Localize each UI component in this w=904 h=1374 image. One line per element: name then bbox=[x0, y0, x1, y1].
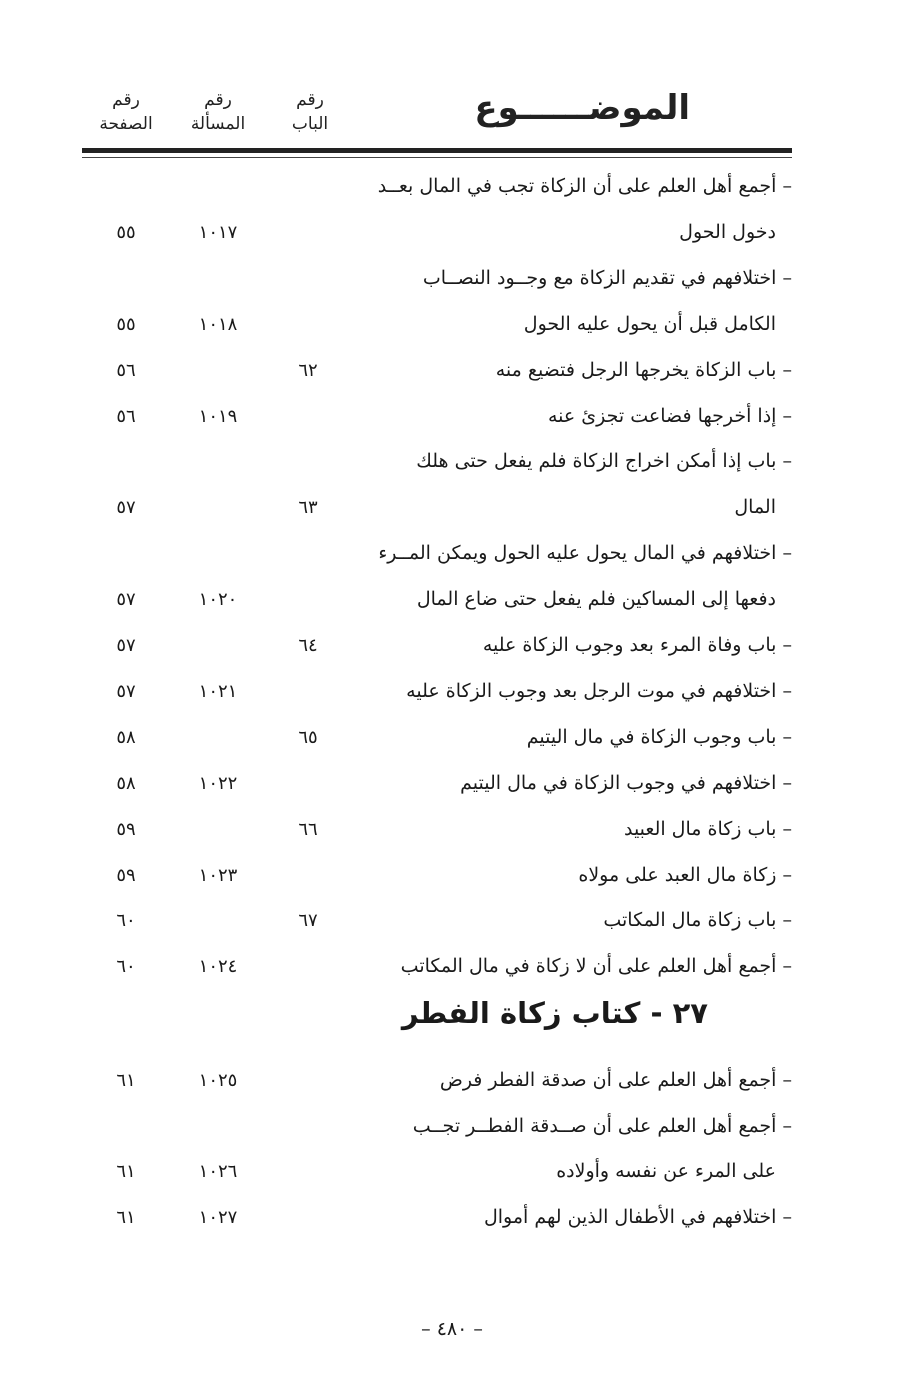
bab-number: ٦٧ bbox=[298, 910, 318, 932]
masala-number: ١٠٢٧ bbox=[198, 1206, 238, 1228]
topic-text: – باب الزكاة يخرجها الرجل فتضيع منه bbox=[495, 358, 792, 381]
page-number-cell: ٥٩ bbox=[116, 864, 136, 886]
page-number-cell: ٦١ bbox=[116, 1161, 136, 1182]
topic-text: – اختلافهم في المال يحول عليه الحول ويمكن المــرء bbox=[378, 542, 792, 565]
masala-number: ١٠٢٢ bbox=[198, 772, 238, 794]
topic-text: – زكاة مال العبد على مولاه bbox=[578, 863, 792, 886]
topic-text: – أجمع أهل العلم على أن لا زكاة في مال المكاتب bbox=[400, 955, 792, 978]
index-row bbox=[0, 1195, 904, 1241]
topic-text: – باب وفاة المرء بعد وجوب الزكاة عليه bbox=[482, 634, 792, 656]
topic-text: دفعها إلى المساكين فلم يفعل حتى ضاع المال bbox=[416, 588, 776, 611]
bab-column-header: رقم الباب bbox=[291, 90, 329, 134]
index-row bbox=[0, 394, 904, 440]
page-number-cell: ٥٩ bbox=[116, 818, 136, 840]
index-row bbox=[0, 944, 904, 990]
index-row bbox=[0, 761, 904, 807]
page-number-cell: ٥٥ bbox=[116, 221, 136, 243]
index-row bbox=[0, 1058, 904, 1104]
topic-text: – اختلافهم في وجوب الزكاة في مال اليتيم bbox=[460, 771, 792, 794]
topic-text: الكامل قبل أن يحول عليه الحول bbox=[523, 312, 776, 335]
topic-text: دخول الحول bbox=[679, 220, 776, 243]
topic-column-header: الموضــــــوع bbox=[474, 88, 690, 128]
page-number-cell: ٥٧ bbox=[116, 589, 136, 611]
bab-number: ٦٣ bbox=[298, 497, 318, 519]
index-row bbox=[0, 577, 904, 623]
topic-text: – باب زكاة مال المكاتب bbox=[603, 909, 792, 932]
page-number-cell: ٦١ bbox=[116, 1206, 136, 1228]
index-row bbox=[0, 669, 904, 715]
topic-text: المال bbox=[734, 496, 776, 519]
section-title: ٢٧ - كتاب زكاة الفطر bbox=[401, 996, 708, 1030]
index-row bbox=[0, 807, 904, 853]
bab-number: ٦٤ bbox=[298, 635, 318, 656]
masala-number: ١٠١٧ bbox=[198, 221, 238, 243]
index-row bbox=[0, 210, 904, 256]
masala-number: ١٠١٨ bbox=[198, 313, 238, 335]
index-row bbox=[0, 898, 904, 944]
bab-number: ٦٥ bbox=[298, 726, 318, 748]
index-row bbox=[0, 623, 904, 669]
bab-number: ٦٢ bbox=[298, 359, 318, 381]
page-number-cell: ٦٠ bbox=[116, 910, 136, 932]
masala-number: ١٠٢٤ bbox=[198, 956, 238, 978]
masala-number: ١٠١٩ bbox=[198, 405, 238, 427]
page-number-cell: ٥٧ bbox=[116, 680, 136, 702]
index-row bbox=[0, 485, 904, 531]
topic-text: – باب وجوب الزكاة في مال اليتيم bbox=[526, 725, 792, 748]
page-number-cell: ٦٠ bbox=[116, 956, 136, 978]
page-number: – ٤٨٠ – bbox=[421, 1318, 483, 1340]
topic-text: – اختلافهم في موت الرجل بعد وجوب الزكاة عليه bbox=[406, 679, 792, 702]
index-row bbox=[0, 302, 904, 348]
page-number-cell: ٦١ bbox=[116, 1070, 136, 1091]
page-number-cell: ٥٨ bbox=[116, 772, 136, 794]
index-row bbox=[0, 715, 904, 761]
index-row bbox=[0, 439, 904, 485]
masala-number: ١٠٢٥ bbox=[198, 1070, 238, 1091]
page-number-cell: ٥٨ bbox=[116, 726, 136, 748]
page-number-cell: ٥٦ bbox=[116, 359, 136, 381]
page-number-cell: ٥٧ bbox=[116, 497, 136, 519]
topic-text: – أجمع أهل العلم على أن صدقة الفطر فرض bbox=[439, 1069, 792, 1091]
page-column-header: رقم الصفحة bbox=[99, 90, 153, 134]
topic-text: – اختلافهم في الأطفال الذين لهم أموال bbox=[483, 1205, 792, 1228]
index-row bbox=[0, 1149, 904, 1195]
topic-text: – باب إذا أمكن اخراج الزكاة فلم يفعل حتى هلك bbox=[416, 450, 792, 473]
topic-text: – أجمع أهل العلم على أن صــدقة الفطــر تجــب bbox=[412, 1114, 792, 1137]
masala-column-header: رقم المسألة bbox=[190, 90, 246, 134]
header-rule-thick bbox=[82, 148, 792, 153]
page-number-cell: ٥٧ bbox=[116, 635, 136, 656]
index-row bbox=[0, 853, 904, 899]
page-number-cell: ٥٥ bbox=[116, 313, 136, 335]
index-row bbox=[0, 164, 904, 210]
masala-number: ١٠٢١ bbox=[198, 680, 238, 702]
page-number-cell: ٥٦ bbox=[116, 405, 136, 427]
topic-text: – إذا أخرجها فضاعت تجزئ عنه bbox=[547, 404, 792, 427]
topic-text: – باب زكاة مال العبيد bbox=[623, 817, 792, 840]
index-row bbox=[0, 1104, 904, 1150]
index-row bbox=[0, 531, 904, 577]
topic-text: على المرء عن نفسه وأولاده bbox=[556, 1160, 776, 1182]
masala-number: ١٠٢٦ bbox=[198, 1161, 238, 1182]
bab-number: ٦٦ bbox=[298, 818, 318, 840]
masala-number: ١٠٢٣ bbox=[198, 864, 238, 886]
masala-number: ١٠٢٠ bbox=[198, 589, 238, 611]
topic-text: – أجمع أهل العلم على أن الزكاة تجب في المال بعــد bbox=[377, 175, 792, 197]
header-rule-thin bbox=[82, 157, 792, 158]
index-row bbox=[0, 348, 904, 394]
index-row bbox=[0, 256, 904, 302]
topic-text: – اختلافهم في تقديم الزكاة مع وجــود النصــاب bbox=[422, 266, 792, 289]
